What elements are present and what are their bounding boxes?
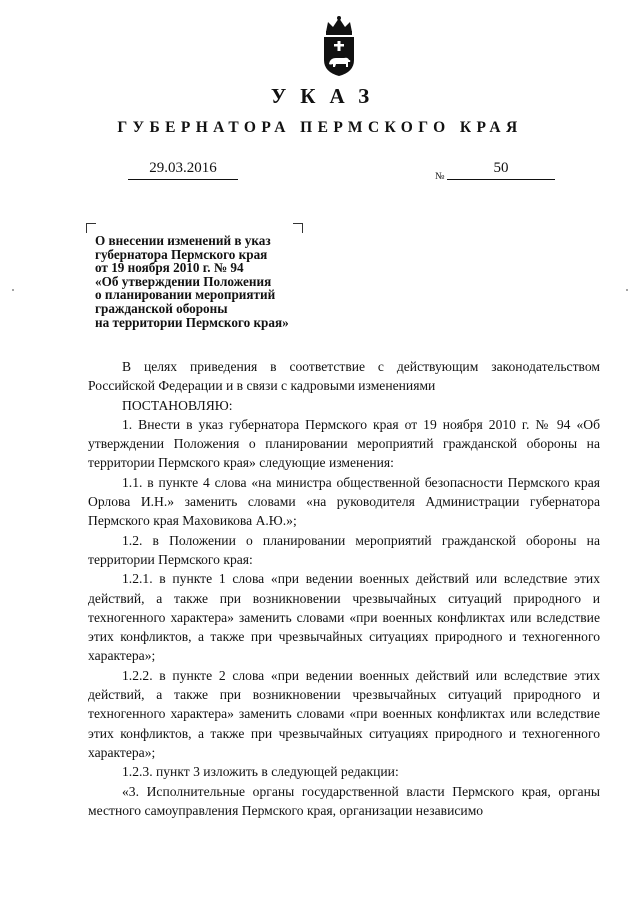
body-paragraph: 1.2.2. в пункте 2 слова «при ведении военных действий или вследствие этих действий, а также при возникновении чрезвычайных ситуаций природного и техногенного характера» заменить словами «при военных конфликтах или вследствие этих конфликтов, а также при чрезвычайных ситуациях природного и техногенного характера»; [88,667,600,760]
body-paragraph: ПОСТАНОВЛЯЮ: [122,397,233,413]
subject-bracket-right [293,223,303,233]
body-paragraph: 1.2.1. в пункте 1 слова «при ведении военных действий или вследствие этих действий, а также при возникновении чрезвычайных ситуаций природного и техногенного характера» заменить словами «при военных конфликтах или вследствие этих конфликтов, а также при чрезвычайных ситуациях природного и техногенного характера»; [88,571,600,664]
body-paragraph: «3. Исполнительные органы государственной власти Пермского края, органы местного самоуправления Пермского края, организации независимо [88,783,600,818]
body-paragraph: 1.2.3. пункт 3 изложить в следующей редакции: [122,764,399,780]
decree-subject [95,234,335,329]
decree-title: УКАЗ [270,84,384,108]
decree-date: 29.03.2016 [128,160,238,180]
decree-subtitle: ГУБЕРНАТОРА ПЕРМСКОГО КРАЯ [117,119,523,136]
body-paragraph: 1. Внести в указ губернатора Пермского края от 19 ноября 2010 г. № 94 «Об утверждении Положения о планировании мероприятий гражданской обороны на территории Пермского края» следующие изменения: [88,416,600,471]
scan-mark [12,289,14,291]
body-paragraph: В целях приведения в соответствие с действующим законодательством Российской Федерации и в связи с кадровыми изменениями [88,359,600,394]
subject-line: губернатора Пермского края [95,246,268,262]
decree-number: 50 [447,160,555,180]
body-paragraph: 1.1. в пункте 4 слова «на министра общественной безопасности Пермского края Орлова И.Н.» заменить словами «на руководителя Администрации губернатора Пермского края Маховикова А.Ю.»; [88,474,600,529]
decree-body [88,357,600,820]
subject-line: О внесении изменений в указ [95,233,271,248]
subject-line: гражданской обороны [95,300,228,316]
subject-line: о планировании мероприятий [95,287,276,303]
perm-coat-of-arms-emblem [318,14,360,78]
subject-line: от 19 ноября 2010 г. № 94 [95,260,244,276]
subject-line: «Об утверждении Положения [95,273,272,289]
number-sign: № [435,171,445,182]
subject-bracket-left [86,223,96,233]
body-paragraph: 1.2. в Положении о планировании мероприятий гражданской обороны на территории Пермского края: [88,532,600,567]
subject-line: на территории Пермского края» [95,314,289,330]
scan-mark [626,289,628,291]
